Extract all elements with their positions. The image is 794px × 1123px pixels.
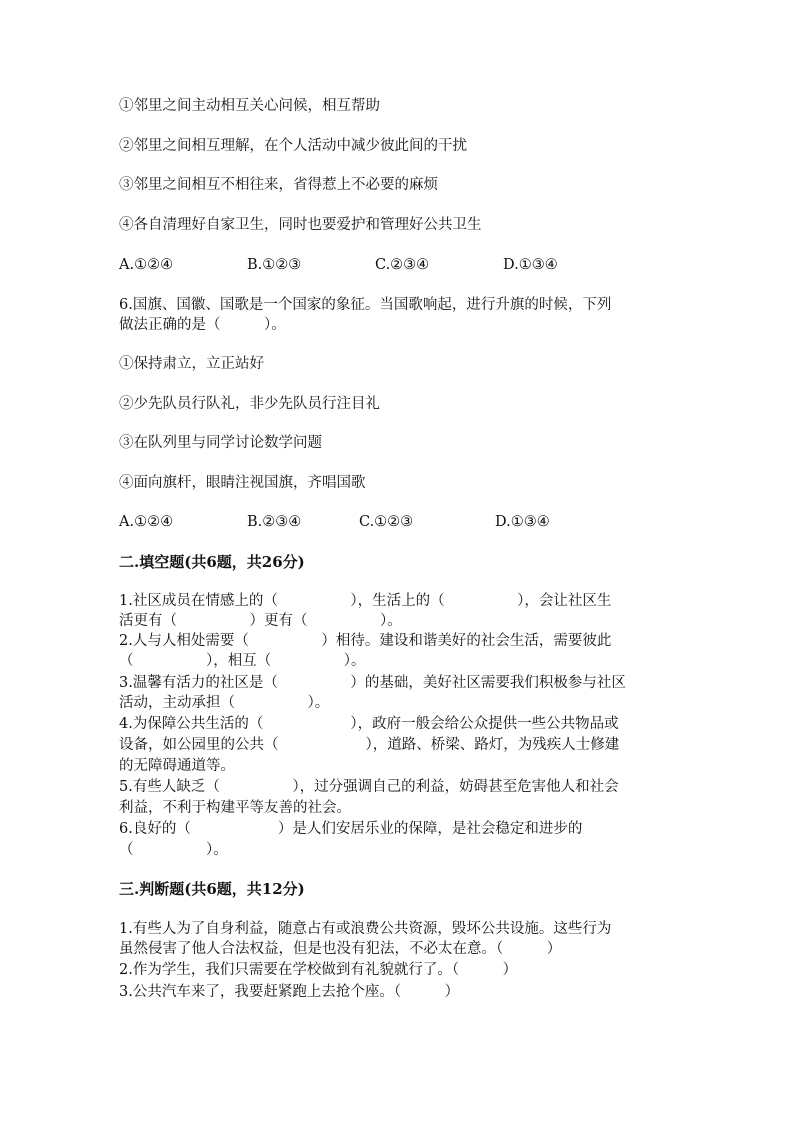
q6-option-d: D.①③④ [495,514,550,530]
section2-line: 1.社区成员在情感上的（ ），生活上的（ ），会让社区生 [119,593,612,609]
q5-item-3: ③邻里之间相互不相往来，省得惹上不必要的麻烦 [119,177,438,193]
section2-line: 3.温馨有活力的社区是（ ）的基础，美好社区需要我们积极参与社区 [119,675,626,691]
section2-line: （ ）。 [119,842,228,858]
q5-option-b: B.①②③ [247,257,302,273]
section2-line: 的无障碍通道等。 [119,758,235,774]
section3-line: 虽然侵害了他人合法权益，但是也没有犯法，不必太在意。（ ） [119,941,562,957]
section2-heading: 二.填空题(共6题，共26分) [119,553,305,571]
section2-line: 2.人与人相处需要（ ）相待。建设和谐美好的社会生活，需要彼此 [119,633,612,649]
q6-stem-line1: 6.国旗、国徽、国歌是一个国家的象征。当国歌响起，进行升旗的时候，下列 [119,297,612,313]
section2-line: 活动，主动承担（ ）。 [119,695,330,711]
q6-item-4: ④面向旗杆，眼睛注视国旗，齐唱国歌 [119,475,366,491]
q5-option-d: D.①③④ [503,257,558,273]
section3-line: 3.公共汽车来了，我要赶紧跑上去抢个座。（ ） [119,984,460,1000]
section3-heading: 三.判断题(共6题，共12分) [119,880,305,898]
q6-item-1: ①保持肃立，立正站好 [119,356,264,372]
q6-item-2: ②少先队员行队礼，非少先队员行注目礼 [119,396,380,412]
section3-line: 1.有些人为了自身利益，随意占有或浪费公共资源，毁坏公共设施。这些行为 [119,921,612,937]
section2-line: 5.有些人缺乏（ ），过分强调自己的利益，妨碍甚至危害他人和社会 [119,779,619,795]
q6-option-c: C.①②③ [359,514,414,530]
section2-line: （ ），相互（ ）。 [119,653,366,669]
section2-line: 6.良好的（ ）是人们安居乐业的保障，是社会稳定和进步的 [119,821,583,837]
q6-item-3: ③在队列里与同学讨论数学问题 [119,435,322,451]
q6-stem-line2: 做法正确的是（ ）。 [119,317,286,333]
q5-item-2: ②邻里之间相互理解，在个人活动中减少彼此间的干扰 [119,138,467,154]
q6-option-b: B.②③④ [247,514,302,530]
section2-line: 设备，如公园里的公共（ ），道路、桥梁、路灯，为残疾人士修建 [119,737,620,753]
q5-item-4: ④各自清理好自家卫生，同时也要爱护和管理好公共卫生 [119,217,482,233]
q5-item-1: ①邻里之间主动相互关心问候，相互帮助 [119,98,380,114]
section2-line: 4.为保障公共生活的（ ），政府一般会给公众提供一些公共物品或 [119,716,619,732]
section2-line: 活更有（ ）更有（ ）。 [119,613,402,629]
q5-option-a: A.①②④ [119,257,174,273]
q6-option-a: A.①②④ [119,514,174,530]
section2-line: 利益，不利于构建平等友善的社会。 [119,800,351,816]
q5-option-c: C.②③④ [375,257,430,273]
section3-line: 2.作为学生，我们只需要在学校做到有礼貌就行了。（ ） [119,962,518,978]
